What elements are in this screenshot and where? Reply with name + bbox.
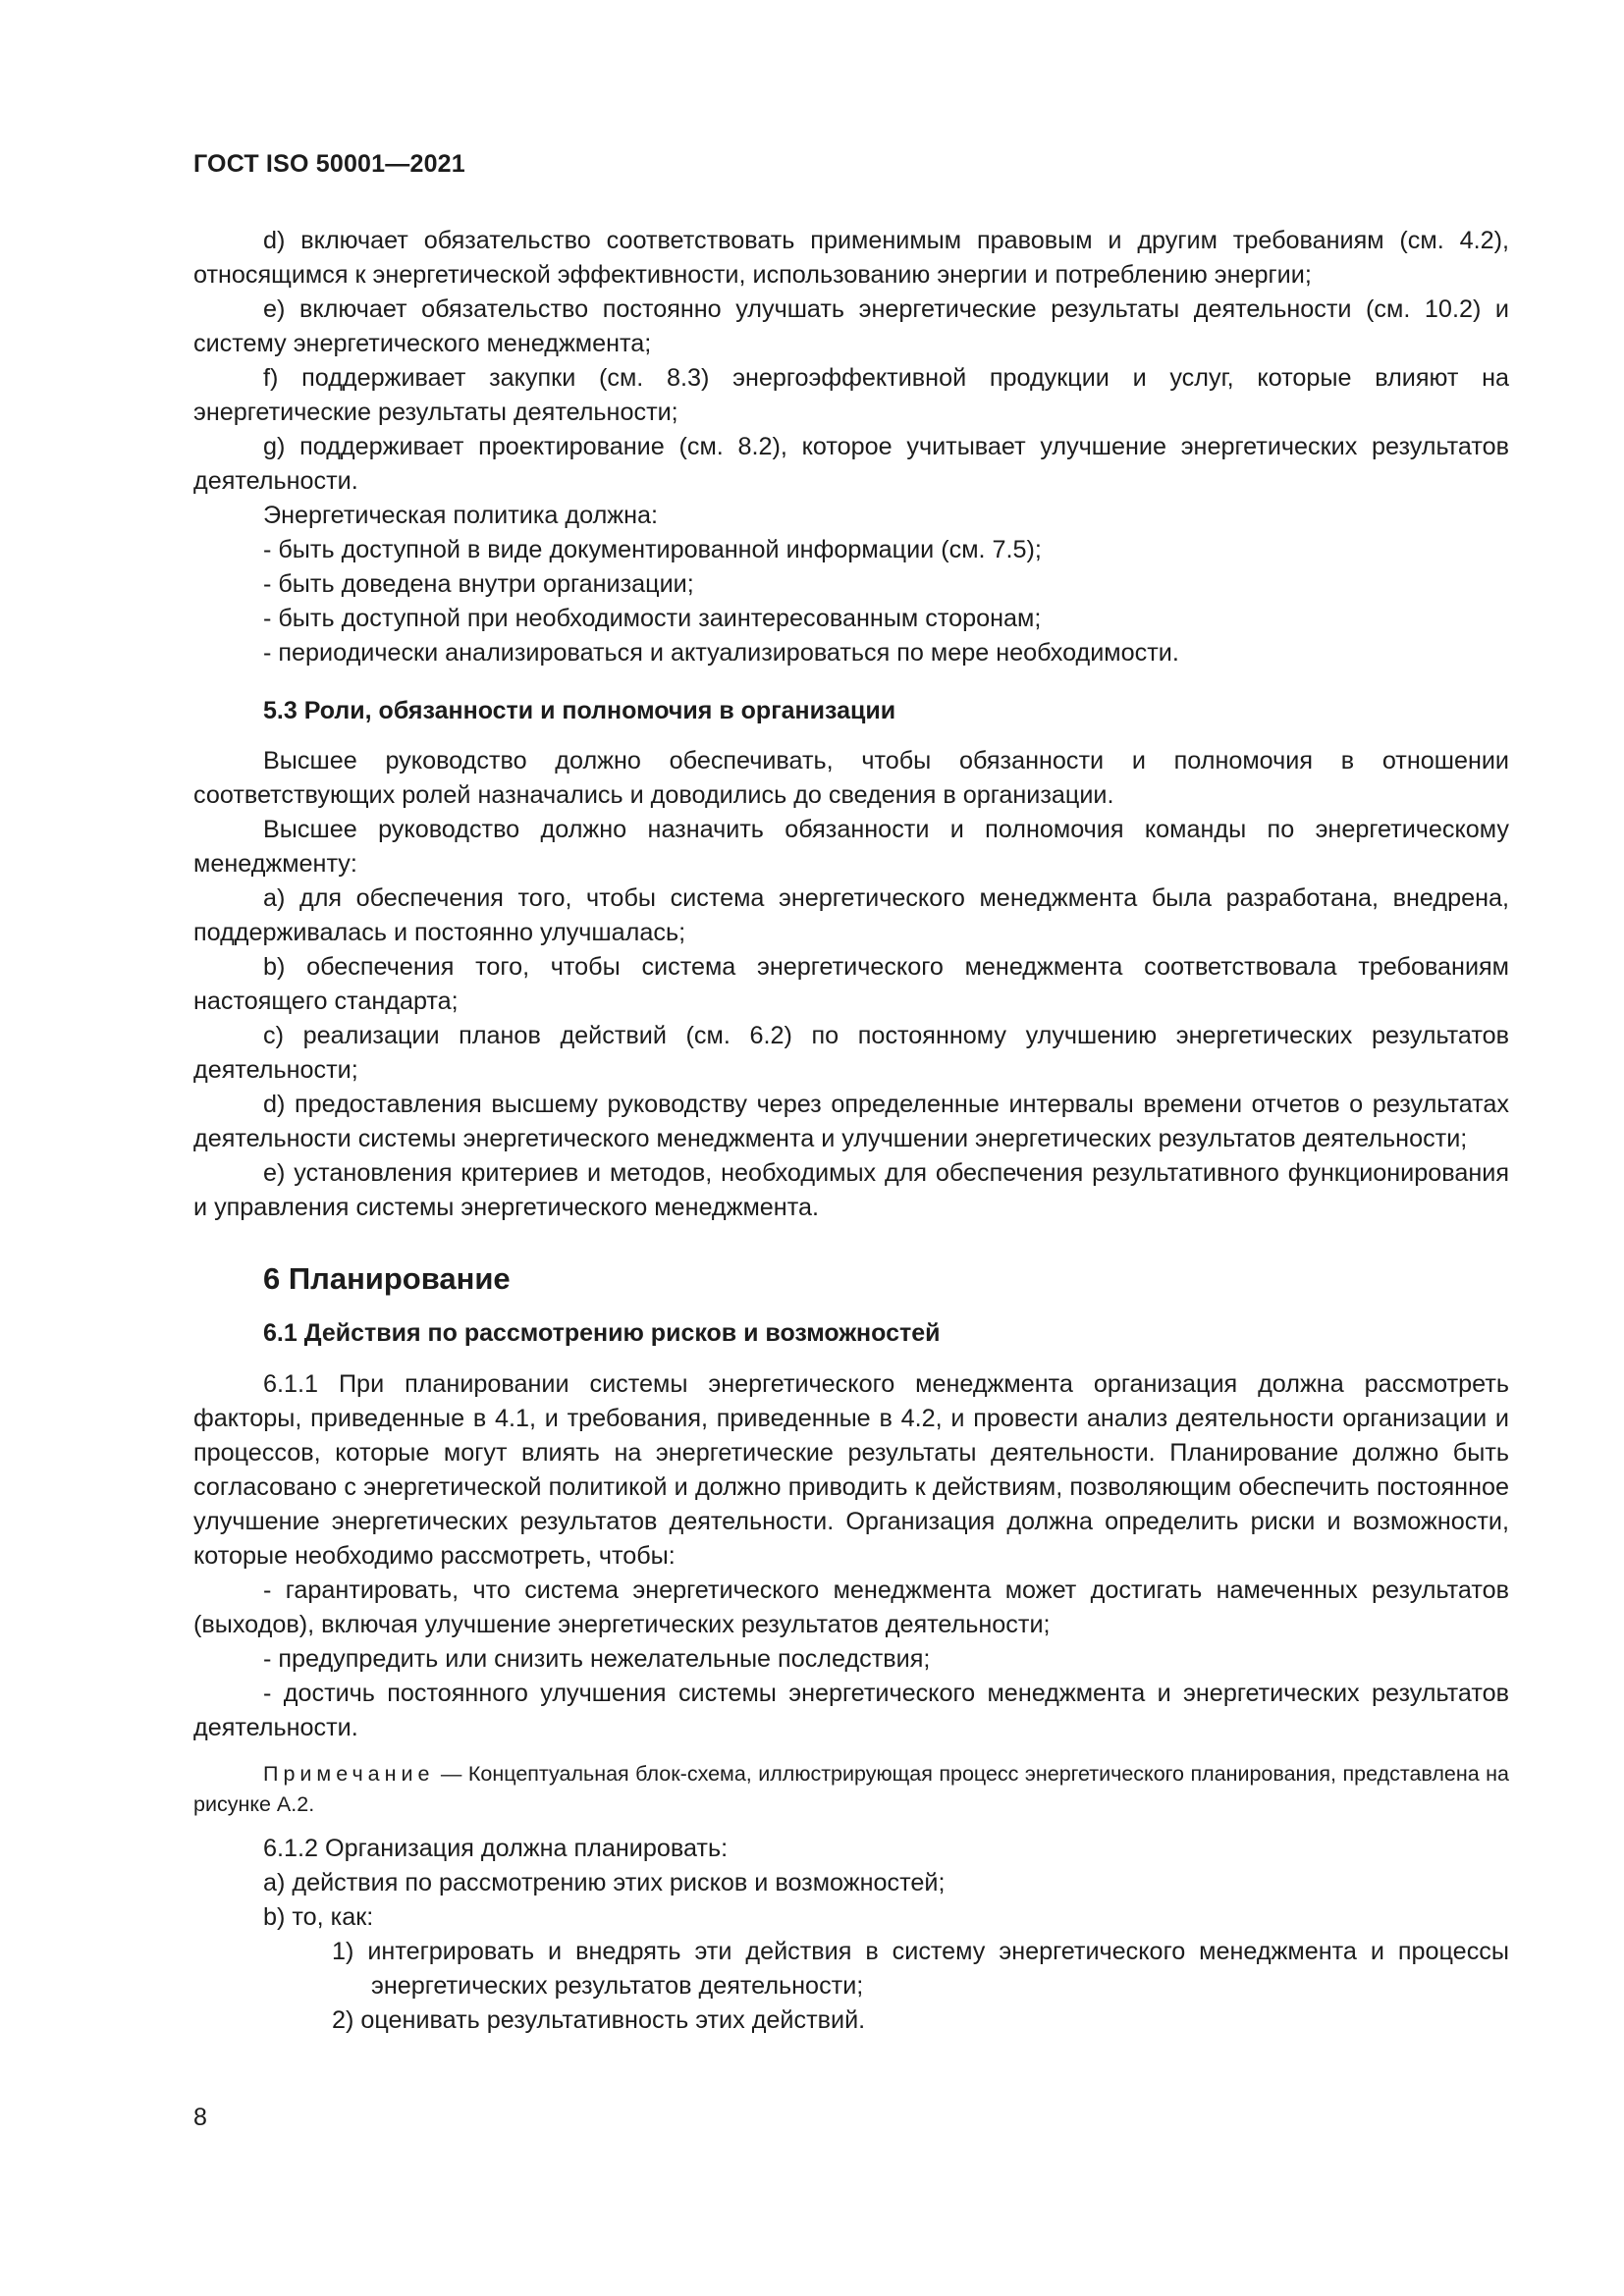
policy-item: - быть доведена внутри организации;: [263, 570, 694, 598]
sub-list-item: 2) оценивать результативность этих действий.: [332, 2006, 866, 2034]
policy-item: - быть доступной при необходимости заинтересованным сторонам;: [263, 605, 1042, 632]
list-item: a) для обеспечения того, чтобы система энергетического менеджмента была разработана, внедрена, поддерживалась и постоянно улучшалась;: [193, 884, 1509, 946]
clause-item-g: g) поддерживает проектирование (см. 8.2), которое учитывает улучшение энергетических результатов деятельности.: [193, 433, 1509, 495]
bullet-item: - предупредить или снизить нежелательные последствия;: [263, 1645, 931, 1673]
list-item: e) установления критериев и методов, необходимых для обеспечения результативного функционирования и управления системы энергетического менеджмента.: [193, 1159, 1509, 1221]
clause-item-d: d) включает обязательство соответствовать применимым правовым и другим требованиям (см. 4.2), относящимся к энергетической эффективности, использованию энергии и потреблению энергии;: [193, 227, 1509, 289]
bullet-item: - достичь постоянного улучшения системы энергетического менеджмента и энергетических результатов деятельности.: [193, 1680, 1509, 1741]
list-item: b) обеспечения того, чтобы система энергетического менеджмента соответствовала требованиям настоящего стандарта;: [193, 953, 1509, 1015]
policy-item: - быть доступной в виде документированной информации (см. 7.5);: [263, 536, 1042, 563]
document-header: ГОСТ ISO 50001—2021: [193, 150, 465, 178]
list-item: a) действия по рассмотрению этих рисков и возможностей;: [263, 1869, 946, 1896]
section-heading-6: 6 Планирование: [263, 1261, 511, 1296]
policy-intro: Энергетическая политика должна:: [263, 502, 659, 529]
note-text: — Концептуальная блок-схема, иллюстрирующая процесс энергетического планирования, представлена на рисунке А.2.: [193, 1762, 1509, 1816]
section-heading-5-3: 5.3 Роли, обязанности и полномочия в организации: [263, 697, 896, 724]
page-number: 8: [193, 2104, 207, 2131]
section-heading-6-1: 6.1 Действия по рассмотрению рисков и возможностей: [263, 1319, 941, 1347]
list-item: d) предоставления высшему руководству через определенные интервалы времени отчетов о результатах деятельности системы энергетического менеджмента и улучшении энергетических результатов деятельности;: [193, 1091, 1509, 1152]
note-label: Примечание: [263, 1762, 435, 1786]
sub-list-item: 1) интегрировать и внедрять эти действия в систему энергетического менеджмента и процессы энергетических результатов деятельности;: [332, 1938, 1509, 2000]
paragraph: Высшее руководство должно обеспечивать, чтобы обязанности и полномочия в отношении соответствующих ролей назначались и доводились до сведения в организации.: [193, 747, 1509, 809]
paragraph-6-1-2: 6.1.2 Организация должна планировать:: [263, 1835, 729, 1862]
note: [193, 1759, 1509, 1820]
clause-item-e: e) включает обязательство постоянно улучшать энергетические результаты деятельности (см. 10.2) и систему энергетического менеджмента;: [193, 295, 1509, 357]
policy-item: - периодически анализироваться и актуализироваться по мере необходимости.: [263, 639, 1179, 667]
list-item: c) реализации планов действий (см. 6.2) по постоянному улучшению энергетических результатов деятельности;: [193, 1022, 1509, 1084]
page-content: [193, 224, 1509, 2038]
bullet-item: - гарантировать, что система энергетического менеджмента может достигать намеченных результатов (выходов), включая улучшение энергетических результатов деятельности;: [193, 1576, 1509, 1638]
paragraph-6-1-1: 6.1.1 При планировании системы энергетического менеджмента организация должна рассмотреть факторы, приведенные в 4.1, и требования, приведенные в 4.2, и провести анализ деятельности организации и процессов, которые могут влиять на энергетические результаты деятельности. Планирование должно быть согласовано с энергетической политикой и должно приводить к действиям, позволяющим обеспечить постоянное улучшение энергетических результатов деятельности. Организация должна определить риски и возможности, которые необходимо рассмотреть, чтобы:: [193, 1370, 1509, 1570]
clause-item-f: f) поддерживает закупки (см. 8.3) энергоэффективной продукции и услуг, которые влияют на энергетические результаты деятельности;: [193, 364, 1509, 426]
list-item: b) то, как:: [263, 1903, 374, 1931]
paragraph: Высшее руководство должно назначить обязанности и полномочия команды по энергетическому менеджменту:: [193, 816, 1509, 878]
